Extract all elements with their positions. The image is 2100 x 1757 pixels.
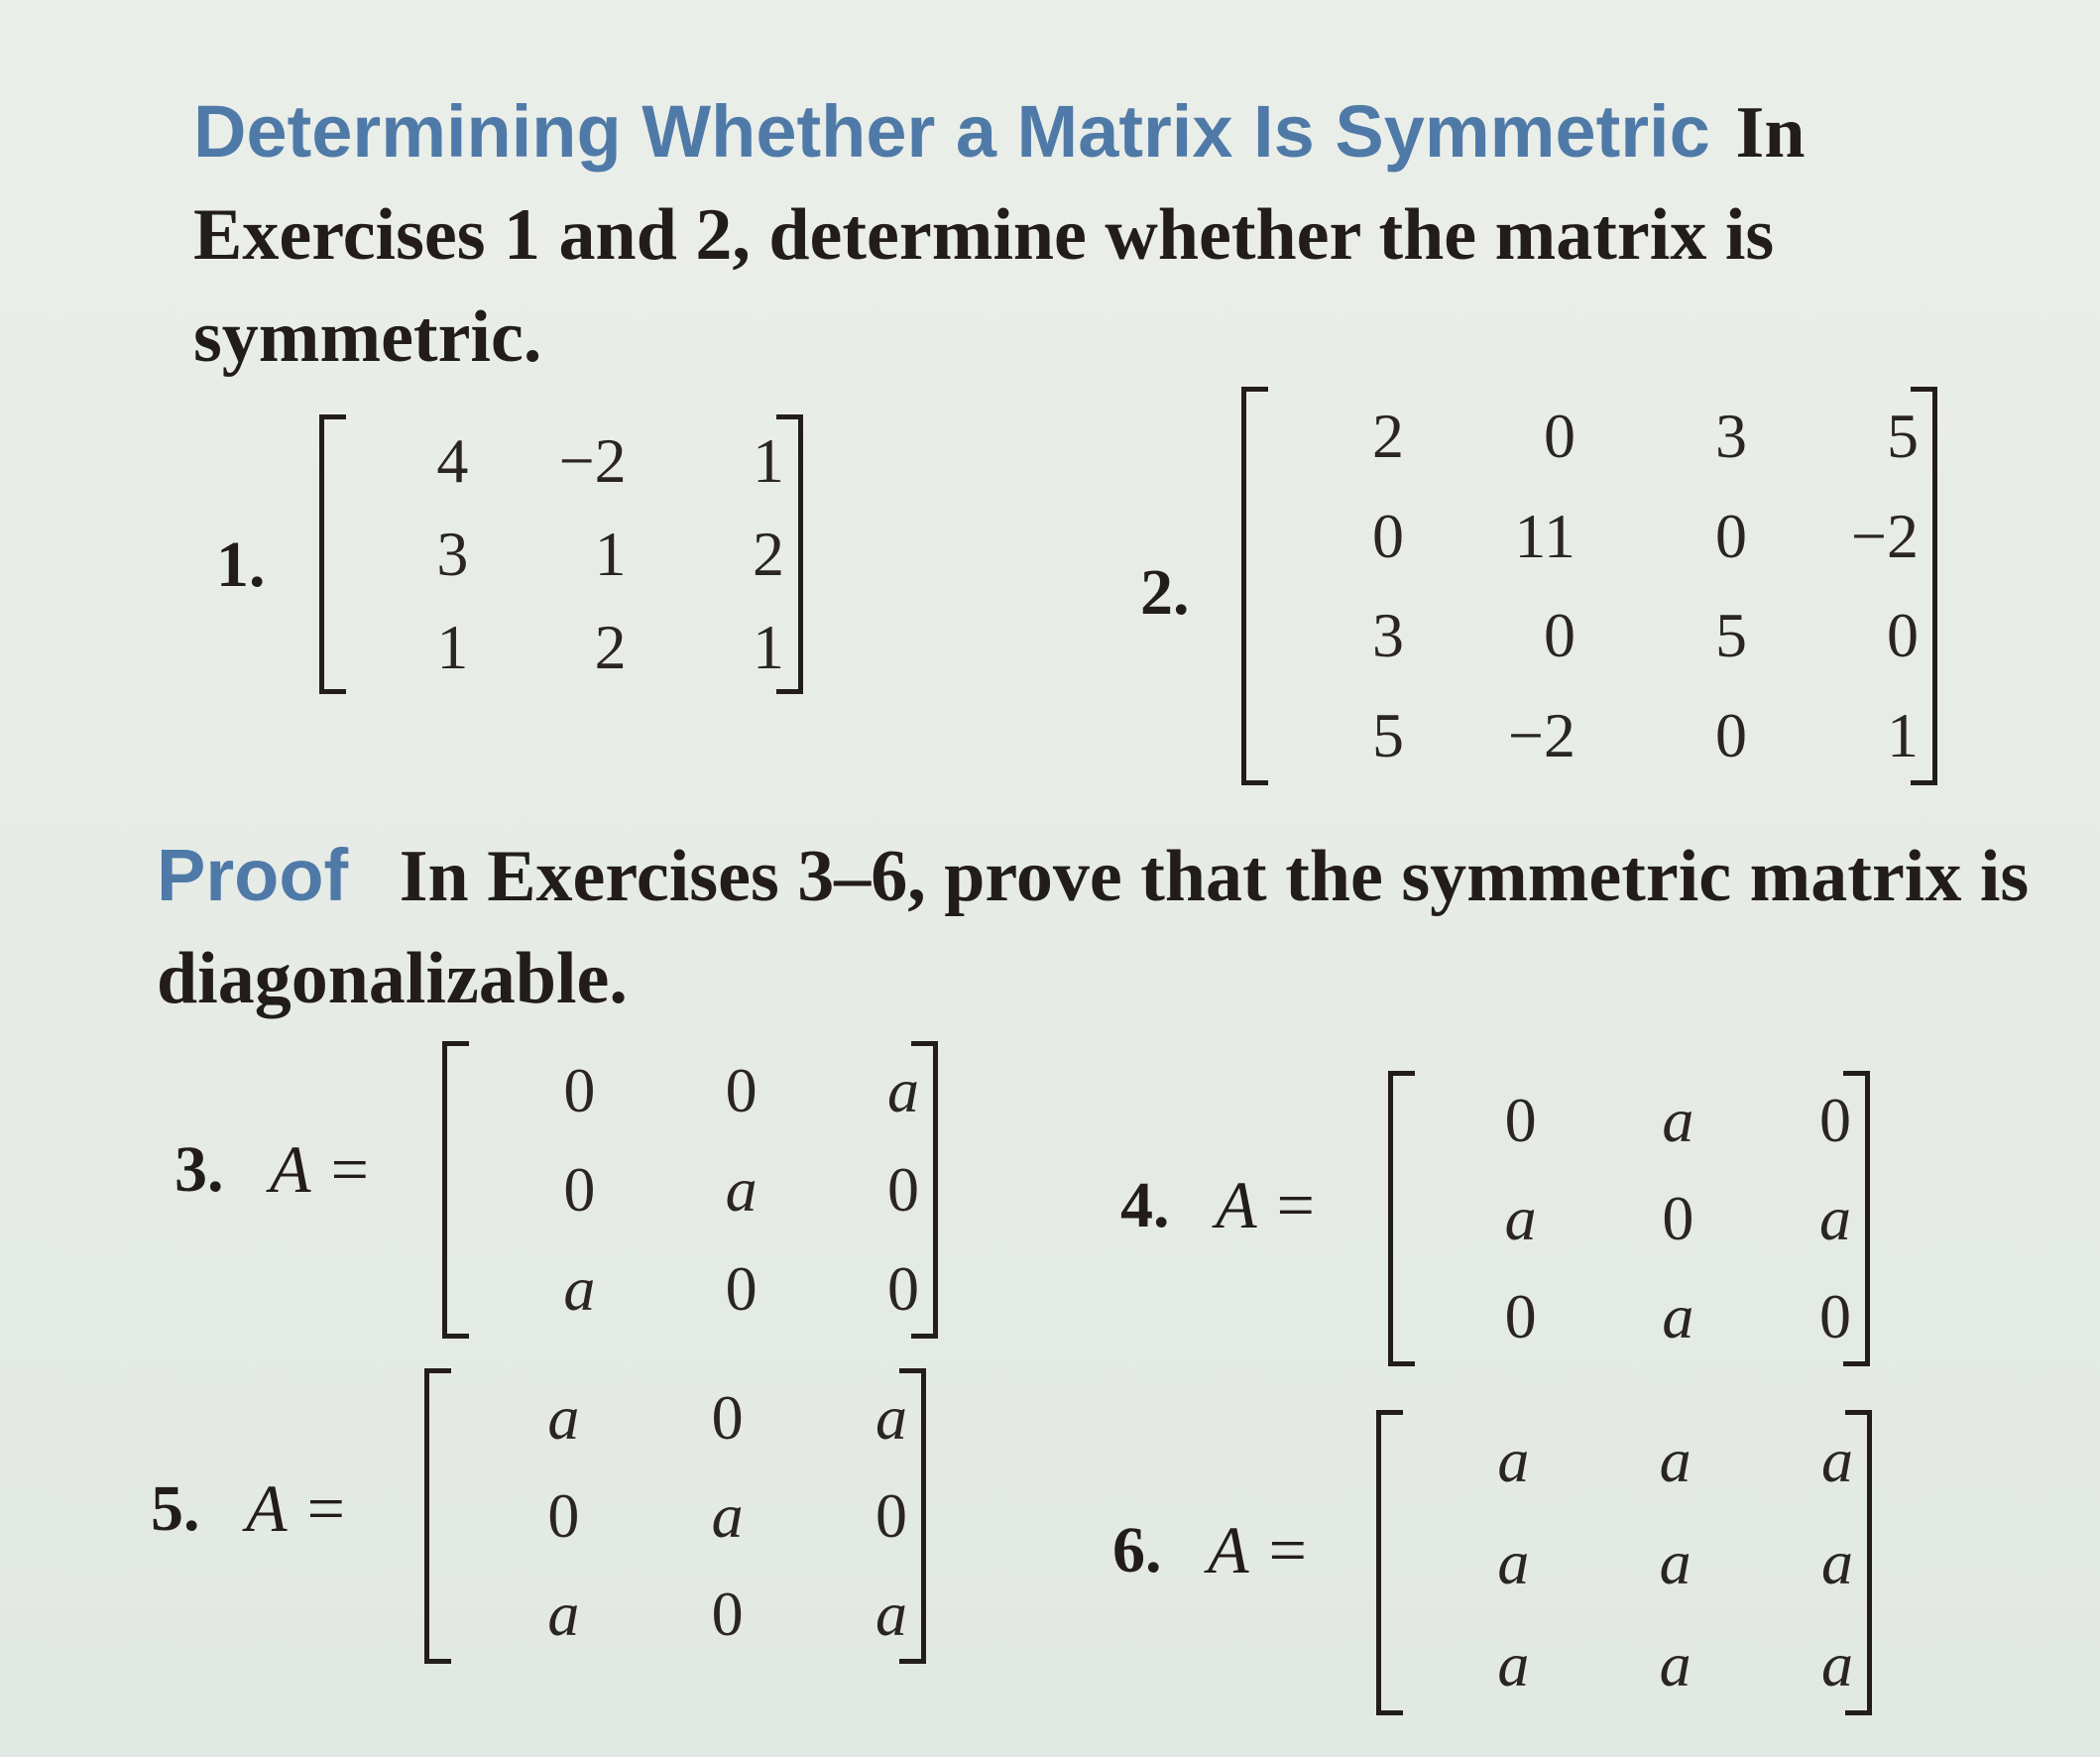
matrix-cell: 3 bbox=[1715, 401, 1747, 472]
exercise-3-lhs bbox=[270, 1130, 372, 1209]
matrix-cell: a bbox=[711, 1479, 744, 1551]
matrix-cell: a bbox=[725, 1154, 758, 1225]
exercise-5-lhs-text: A = bbox=[246, 1470, 349, 1546]
matrix-cell: 0 bbox=[1504, 1281, 1537, 1352]
exercise-1-matrix bbox=[319, 414, 803, 694]
matrix-grid bbox=[429, 1368, 921, 1664]
matrix-cell: a bbox=[1820, 1425, 1853, 1496]
exercise-5-number: 5. bbox=[151, 1472, 200, 1545]
matrix-grid bbox=[1381, 1410, 1867, 1715]
matrix-cell: a bbox=[563, 1253, 596, 1324]
matrix-grid bbox=[1393, 1071, 1865, 1366]
matrix-cell: a bbox=[886, 1055, 919, 1125]
matrix-cell: 0 bbox=[1544, 401, 1575, 472]
matrix-cell: a bbox=[1820, 1628, 1853, 1699]
matrix-cell: 0 bbox=[1715, 699, 1747, 770]
section-2-instruction: In Exercises 3–6, prove that the symmetric matrix is diagonalizable. bbox=[157, 836, 2030, 1019]
matrix-cell: a bbox=[1497, 1526, 1530, 1597]
matrix-cell: 3 bbox=[1372, 600, 1404, 671]
matrix-cell: 3 bbox=[436, 519, 469, 589]
matrix-cell: a bbox=[1504, 1182, 1537, 1253]
exercise-6-number: 6. bbox=[1112, 1514, 1162, 1586]
section-2-block bbox=[157, 825, 2070, 1029]
exercise-6-lhs bbox=[1208, 1511, 1310, 1589]
matrix-cell: a bbox=[875, 1579, 907, 1650]
exercise-2-number: 2. bbox=[1140, 556, 1190, 629]
matrix-cell: 0 bbox=[1504, 1084, 1537, 1155]
matrix-cell: 0 bbox=[725, 1055, 758, 1125]
matrix-cell: a bbox=[1662, 1084, 1694, 1155]
matrix-cell: 1 bbox=[752, 425, 784, 496]
matrix-cell: 0 bbox=[886, 1253, 919, 1324]
matrix-cell: 0 bbox=[1662, 1182, 1694, 1253]
matrix-cell: a bbox=[1819, 1182, 1851, 1253]
matrix-cell: 0 bbox=[1887, 600, 1919, 671]
matrix-cell: 0 bbox=[1819, 1084, 1851, 1155]
matrix-cell: −2 bbox=[1850, 500, 1919, 571]
exercise-6-lhs-text: A = bbox=[1208, 1512, 1311, 1587]
exercise-4-lhs-text: A = bbox=[1216, 1167, 1319, 1242]
exercise-1-number: 1. bbox=[216, 528, 266, 601]
matrix-cell: 4 bbox=[436, 425, 469, 496]
matrix-cell: 0 bbox=[711, 1381, 744, 1453]
matrix-cell: a bbox=[1659, 1526, 1692, 1597]
matrix-cell: −2 bbox=[1507, 699, 1575, 770]
exercise-3-lhs-text: A = bbox=[270, 1131, 373, 1207]
matrix-cell: 0 bbox=[886, 1154, 919, 1225]
exercise-4-number: 4. bbox=[1120, 1169, 1170, 1241]
matrix-cell: 2 bbox=[1372, 401, 1404, 472]
matrix-cell: 0 bbox=[725, 1253, 758, 1324]
section-1-block bbox=[193, 81, 2067, 388]
matrix-cell: 5 bbox=[1372, 699, 1404, 770]
matrix-cell: 0 bbox=[563, 1055, 596, 1125]
section-1-heading: Determining Whether a Matrix Is Symmetric bbox=[193, 90, 1710, 173]
matrix-cell: 0 bbox=[875, 1479, 907, 1551]
matrix-cell: 1 bbox=[1887, 699, 1919, 770]
exercise-4-matrix bbox=[1388, 1071, 1870, 1366]
exercise-5-lhs bbox=[246, 1469, 348, 1548]
exercise-5-matrix bbox=[424, 1368, 926, 1664]
matrix-cell: a bbox=[875, 1381, 907, 1453]
matrix-cell: 0 bbox=[547, 1479, 580, 1551]
matrix-cell: 5 bbox=[1887, 401, 1919, 472]
matrix-cell: 0 bbox=[1544, 600, 1575, 671]
matrix-cell: 1 bbox=[594, 519, 627, 589]
matrix-cell: a bbox=[547, 1381, 580, 1453]
matrix-cell: a bbox=[1497, 1425, 1530, 1496]
matrix-cell: a bbox=[1659, 1425, 1692, 1496]
matrix-cell: 0 bbox=[1372, 500, 1404, 571]
matrix-grid bbox=[447, 1041, 933, 1339]
matrix-cell: 0 bbox=[711, 1579, 744, 1650]
matrix-cell: 11 bbox=[1514, 500, 1575, 571]
matrix-cell: 1 bbox=[436, 612, 469, 682]
matrix-cell: 2 bbox=[752, 519, 784, 589]
matrix-cell: 5 bbox=[1715, 600, 1747, 671]
matrix-cell: a bbox=[1497, 1628, 1530, 1699]
matrix-cell: a bbox=[1659, 1628, 1692, 1699]
matrix-cell: 1 bbox=[752, 612, 784, 682]
matrix-cell: 0 bbox=[563, 1154, 596, 1225]
exercise-3-number: 3. bbox=[175, 1133, 224, 1206]
section-1-instruction: In Exercises 1 and 2, determine whether the matrix is symmetric. bbox=[193, 92, 1806, 378]
matrix-cell: 2 bbox=[594, 612, 627, 682]
matrix-cell: −2 bbox=[558, 425, 627, 496]
matrix-cell: 0 bbox=[1715, 500, 1747, 571]
matrix-cell: a bbox=[1820, 1526, 1853, 1597]
exercise-6-matrix bbox=[1376, 1410, 1872, 1715]
exercise-4-lhs bbox=[1216, 1166, 1318, 1244]
matrix-grid bbox=[324, 414, 798, 694]
matrix-cell: a bbox=[1662, 1281, 1694, 1352]
exercise-3-matrix bbox=[442, 1041, 938, 1339]
matrix-cell: a bbox=[547, 1579, 580, 1650]
section-2-heading: Proof bbox=[157, 834, 349, 916]
matrix-grid bbox=[1246, 387, 1932, 785]
matrix-cell: 0 bbox=[1819, 1281, 1851, 1352]
exercise-2-matrix bbox=[1241, 387, 1937, 785]
